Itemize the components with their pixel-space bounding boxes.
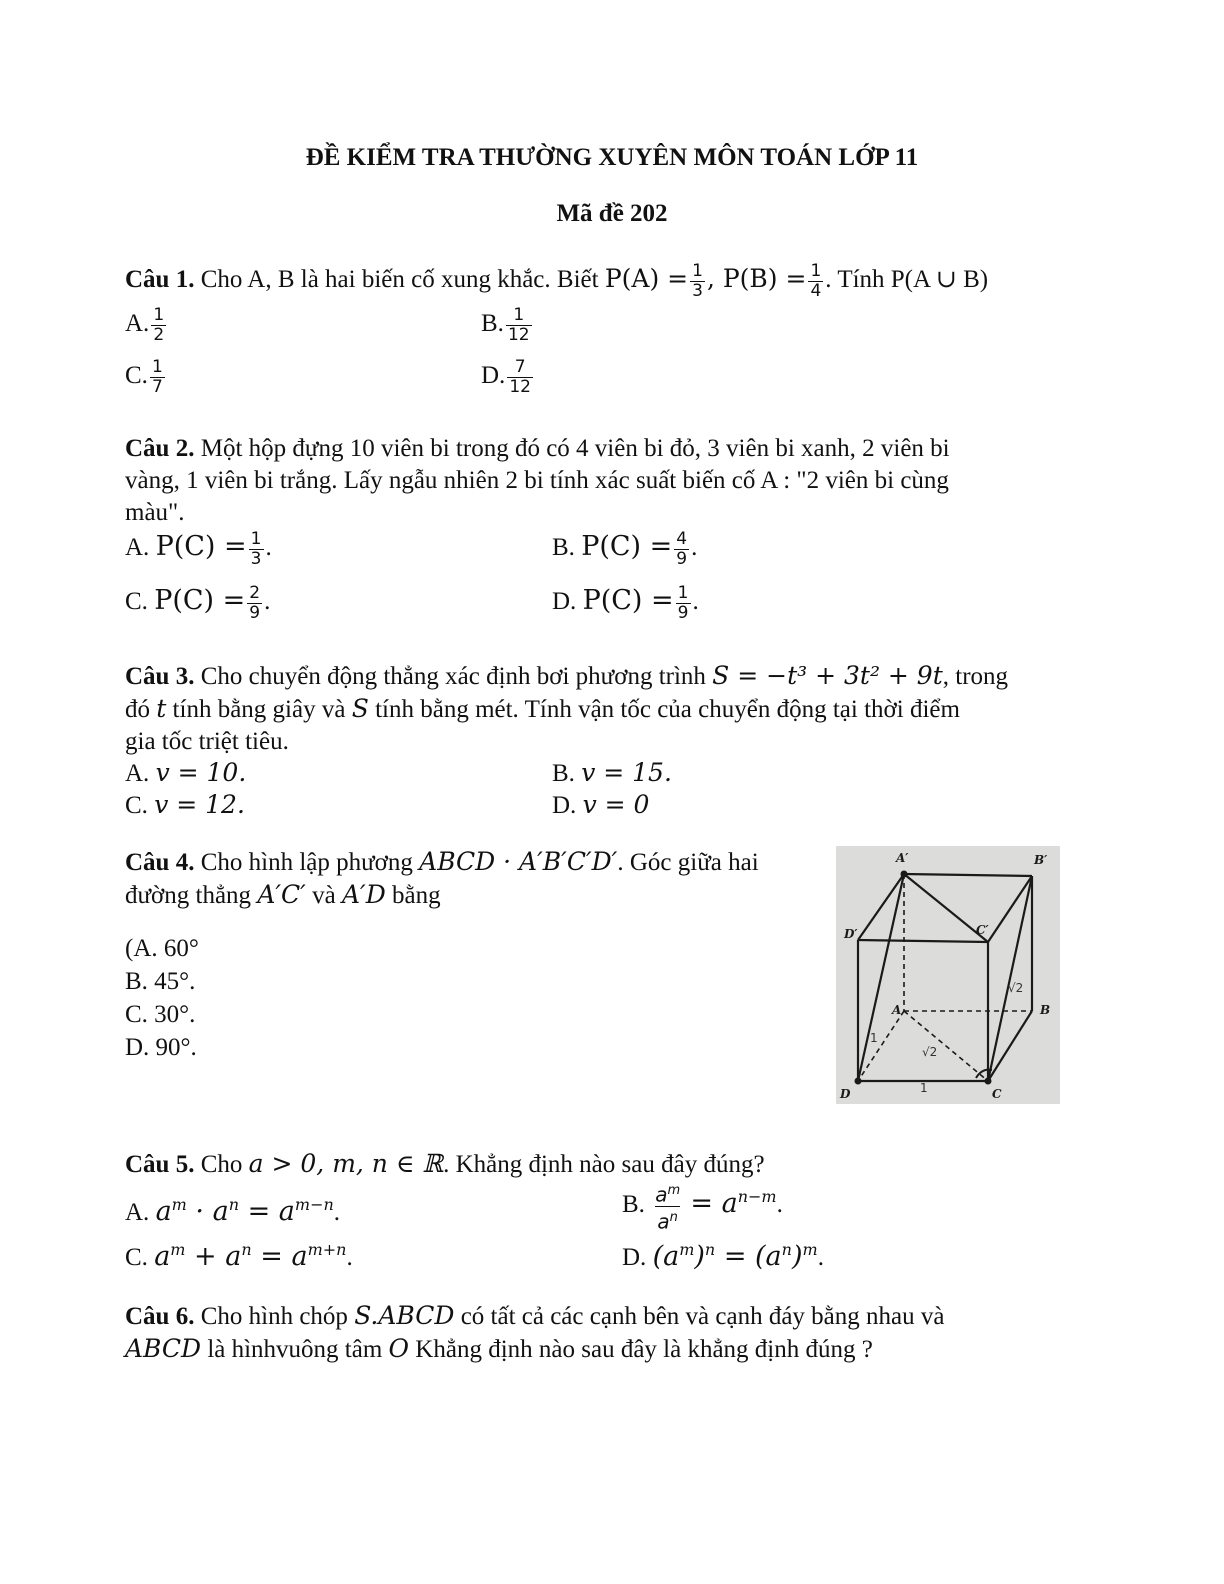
question-3: Câu 3. Cho chuyển động thẳng xác định bơi phương trình S = −t³ + 3t² + 9t, trong đó t tính bằng giây và S tính bằng mét. Tính vận tốc của chuyển động tại thời điểm gia tốc triệt tiêu.	[125, 661, 1009, 755]
question-1: Câu 1. Cho A, B là hai biến cố xung khắc. Biết P(A) = $\frac{1}{3}$ , P(B) = $\frac{1}{4}$ . Tính P(A ∪ B)	[125, 261, 989, 301]
question-2: Câu 2. Một hộp đựng 10 viên bi trong đó có 4 viên bi đỏ, 3 viên bi xanh, 2 viên bi vàng, 1 viên bi trắng. Lấy ngẫu nhiên 2 bi tính xác suất biến cố A : "2 viên bi cùng màu".	[125, 435, 950, 526]
q1-option-c: C. $\frac{1}{7}$	[125, 357, 163, 397]
question-5: Câu 5. Cho a > 0, m, n ∈ ℝ. Khẳng định nào sau đây đúng?	[125, 1149, 765, 1178]
label-d: D	[840, 1087, 851, 1101]
label-d-prime: D′	[844, 927, 858, 941]
question-4: Câu 4. Cho hình lập phương ABCD · A′B′C′D′. Góc giữa hai đường thẳng A′C′ và A′D bằng	[125, 847, 759, 909]
question-label: Câu 1.	[125, 266, 195, 294]
q5-option-d: D. $(a^m)^n = (a^n)^m$.	[622, 1240, 824, 1272]
q4-option-a: (A. 60°	[125, 935, 199, 962]
q4-option-b: B. 45°.	[125, 968, 196, 995]
q2-option-b: B. P(C) = $\frac{4}{9}$ .	[552, 529, 698, 569]
q3-option-a: A. v = 10.	[125, 758, 247, 787]
label-one-bottom: 1	[920, 1081, 928, 1095]
cube-figure	[836, 846, 1060, 1104]
label-c-prime: C′	[976, 923, 989, 937]
q3-option-d: D. v = 0	[552, 790, 650, 819]
q2-option-d: D. P(C) = $\frac{1}{9}$ .	[552, 583, 699, 623]
q4-option-d: D. 90°.	[125, 1034, 197, 1061]
label-sqrt2-right: √2	[1008, 981, 1024, 995]
q1-option-b: B. $\frac{1}{12}$	[481, 305, 530, 345]
q2-option-a: A. P(C) = $\frac{1}{3}$ .	[125, 529, 272, 569]
q3-option-c: C. v = 12.	[125, 790, 245, 819]
label-a: A	[892, 1003, 902, 1017]
q1-option-a: A. $\frac{1}{2}$	[125, 305, 165, 345]
fraction: $\frac{1}{4}$	[810, 261, 822, 301]
label-b: B	[1040, 1003, 1051, 1017]
label-b-prime: B′	[1034, 853, 1048, 867]
q5-option-c: C. $a^m + a^n = a^{m+n}$.	[125, 1240, 353, 1272]
question-6: Câu 6. Cho hình chóp S.ABCD có tất cả các cạnh bên và cạnh đáy bằng nhau và ABCD là hìnhvuông tâm O Khẳng định nào sau đây là khẳng định đúng ?	[125, 1301, 945, 1363]
fraction: $\frac{1}{3}$	[692, 261, 703, 301]
q1-option-d: D. $\frac{7}{12}$	[481, 357, 531, 397]
q5-option-a: A. $a^m \cdot a^n = a^{m-n}$.	[125, 1195, 341, 1227]
q5-option-b: B. $\frac{a^m}{a^n}$ = $a^{n-m}$.	[622, 1182, 783, 1234]
exam-code: Mã đề 202	[556, 200, 668, 227]
q2-option-c: C. P(C) = $\frac{2}{9}$ .	[125, 583, 271, 623]
label-a-prime: A′	[896, 851, 909, 865]
exam-title: ĐỀ KIỂM TRA THƯỜNG XUYÊN MÔN TOÁN LỚP 11	[305, 144, 919, 171]
label-one-left: 1	[870, 1031, 878, 1045]
label-sqrt2-bottom: √2	[922, 1045, 938, 1059]
cube-diagram	[836, 846, 1060, 1104]
q4-option-c: C. 30°.	[125, 1001, 196, 1028]
label-c: C	[992, 1087, 1002, 1101]
q3-option-b: B. v = 15.	[552, 758, 672, 787]
